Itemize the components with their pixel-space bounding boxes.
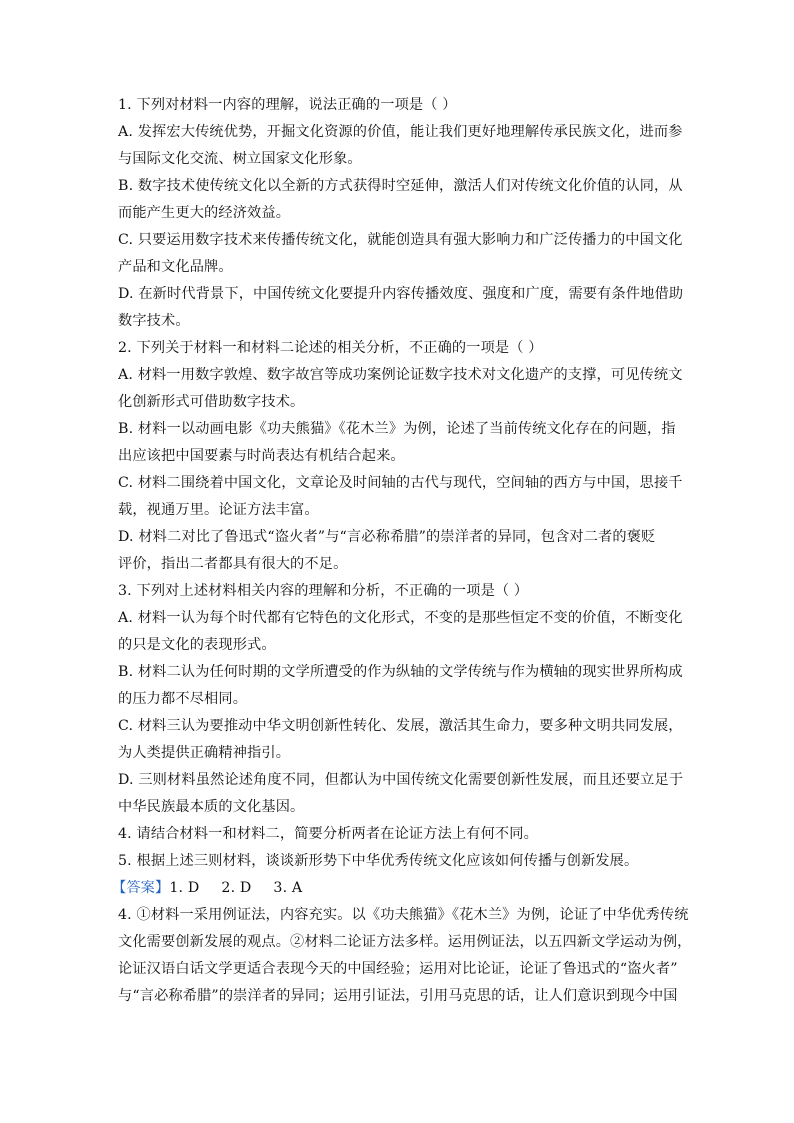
q2-option-b-line1: B. 材料一以动画电影《功夫熊猫》《花木兰》为例，论述了当前传统文化存在的问题，指 [118,421,676,437]
answer-2: 2. D [221,880,252,896]
q3-option-a-line1: A. 材料一认为每个时代都有它特色的文化形式，不变的是那些恒定不变的价值，不断变化 [118,610,683,626]
q1-option-d-line2: 数字技术。 [118,313,190,329]
answer-line [112,875,678,902]
q1-stem: 1. 下列对材料一内容的理解，说法正确的一项是（ ） [118,97,457,113]
q2-option-b-line2: 出应该把中国要素与时尚表达有机结合起来。 [118,448,405,464]
q2-option-d-line1: D. 材料二对比了鲁迅式“盗火者”与“言必称希腊”的崇洋者的异同，包含对二者的褒贬 [118,529,656,545]
answer-tag: 【答案】 [112,880,170,896]
answer-3: 3. A [273,880,303,896]
q1-option-b-line1: B. 数字技术使传统文化以全新的方式获得时空延伸，激活人们对传统文化价值的认同，从 [118,178,683,194]
q1-option-b-line2: 而能产生更大的经济效益。 [118,205,291,221]
explanation-line3: 论证汉语白话文学更适合表现今天的中国经验；运用对比论证，论证了鲁迅式的“盗火者” [118,961,678,977]
q2-option-d-line2: 评价，指出二者都具有很大的不足。 [118,556,348,572]
q2-option-c-line2: 载，视通万里。论证方法丰富。 [118,502,319,518]
q3-option-d-line2: 中华民族最本质的文化基因。 [118,799,305,815]
q2-option-a-line2: 化创新形式可借助数字技术。 [118,394,305,410]
answer-1: 1. D [169,880,200,896]
q2-stem: 2. 下列关于材料一和材料二论述的相关分析，不正确的一项是（ ） [118,340,543,356]
q3-option-d-line1: D. 三则材料虽然论述角度不同，但都认为中国传统文化需要创新性发展，而且还要立足于 [118,772,684,788]
q1-option-a-line2: 与国际文化交流、树立国家文化形象。 [118,151,362,167]
q3-option-c-line2: 为人类提供正确精神指引。 [118,745,291,761]
q3-option-b-line2: 的压力都不尽相同。 [118,691,248,707]
explanation-line1: 4. ①材料一采用例证法，内容充实。以《功夫熊猫》《花木兰》为例，论证了中华优秀传统 [118,907,689,923]
q2-option-a-line1: A. 材料一用数字敦煌、数字故宫等成功案例论证数字技术对文化遗产的支撑，可见传统文 [118,367,683,383]
q1-option-c-line1: C. 只要运用数字技术来传播传统文化，就能创造具有强大影响力和广泛传播力的中国文化 [118,232,683,248]
document-page [112,92,692,1010]
q1-option-a-line1: A. 发挥宏大传统优势，开掘文化资源的价值，能让我们更好地理解传承民族文化，进而参 [118,124,683,140]
q4-stem: 4. 请结合材料一和材料二，简要分析两者在论证方法上有何不同。 [118,826,538,842]
explanation-line4: 与“言必称希腊”的崇洋者的异同；运用引证法，引用马克思的话，让人们意识到现今中国 [118,988,678,1004]
q3-option-b-line1: B. 材料二认为任何时期的文学所遭受的作为纵轴的文学传统与作为横轴的现实世界所构成 [118,664,683,680]
q3-stem: 3. 下列对上述材料相关内容的理解和分析，不正确的一项是（ ） [118,583,529,599]
q3-option-a-line2: 的只是文化的表现形式。 [118,637,276,653]
q3-option-c-line1: C. 材料三认为要推动中华文明创新性转化、发展，激活其生命力，要多种文明共同发展， [118,718,683,734]
q1-option-c-line2: 产品和文化品牌。 [118,259,233,275]
q2-option-c-line1: C. 材料二围绕着中国文化，文章论及时间轴的古代与现代，空间轴的西方与中国，思接千 [118,475,683,491]
explanation-line2: 文化需要创新发展的观点。②材料二论证方法多样。运用例证法，以五四新文学运动为例， [118,934,692,950]
q1-option-d-line1: D. 在新时代背景下，中国传统文化要提升内容传播效度、强度和广度，需要有条件地借助 [118,286,684,302]
q5-stem: 5. 根据上述三则材料，谈谈新形势下中华优秀传统文化应该如何传播与创新发展。 [118,853,639,869]
